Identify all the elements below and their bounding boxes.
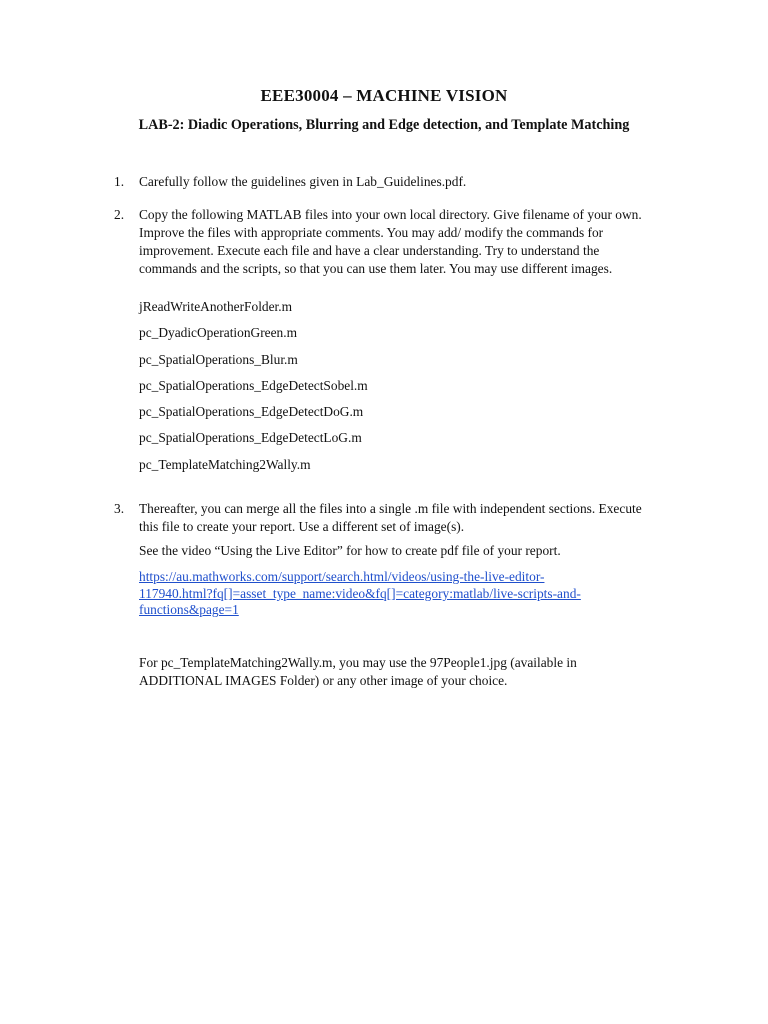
video-link[interactable] bbox=[139, 569, 684, 619]
list-item-text bbox=[139, 500, 684, 536]
list-item-text bbox=[139, 206, 684, 278]
video-link-line[interactable]: functions&page=1 bbox=[139, 602, 239, 618]
file-name: pc_SpatialOperations_EdgeDetectSobel.m bbox=[139, 377, 368, 393]
file-name: pc_SpatialOperations_Blur.m bbox=[139, 351, 298, 367]
list-number: 3. bbox=[114, 501, 125, 516]
text-line: Improve the files with appropriate comments. You may add/ modify the commands for bbox=[139, 225, 604, 240]
text-line: Thereafter, you can merge all the files into a single .m file with independent sections. Execute bbox=[139, 501, 642, 516]
video-link-line[interactable]: 117940.html?fq[]=asset_type_name:video&fq[]=category:matlab/live-scripts-and- bbox=[139, 585, 581, 601]
text-line: Copy the following MATLAB files into your own local directory. Give filename of your own. bbox=[139, 207, 642, 222]
video-note: See the video “Using the Live Editor” for how to create pdf file of your report. bbox=[139, 543, 561, 558]
text-line: For pc_TemplateMatching2Wally.m, you may use the 97People1.jpg (available in bbox=[139, 655, 577, 670]
text-line: ADDITIONAL IMAGES Folder) or any other image of your choice. bbox=[139, 673, 508, 688]
list-number: 2. bbox=[114, 207, 125, 222]
file-name: pc_SpatialOperations_EdgeDetectDoG.m bbox=[139, 404, 364, 420]
text-line: Carefully follow the guidelines given in Lab_Guidelines.pdf. bbox=[139, 174, 467, 189]
text-line: commands and the scripts, so that you can use them later. You may use different images. bbox=[139, 261, 613, 276]
video-link-line[interactable]: https://au.mathworks.com/support/search.html/videos/using-the-live-editor- bbox=[139, 569, 545, 584]
additional-images-note bbox=[139, 654, 684, 690]
file-name: pc_SpatialOperations_EdgeDetectLoG.m bbox=[139, 430, 362, 446]
matlab-file-list bbox=[139, 298, 368, 482]
file-name: pc_TemplateMatching2Wally.m bbox=[139, 456, 311, 472]
text-line: this file to create your report. Use a different set of image(s). bbox=[139, 519, 465, 534]
list-item-text bbox=[139, 173, 684, 191]
list-number: 1. bbox=[114, 174, 125, 189]
document-subtitle: LAB-2: Diadic Operations, Blurring and Edge detection, and Template Matching bbox=[138, 117, 630, 133]
file-name: pc_DyadicOperationGreen.m bbox=[139, 325, 298, 341]
file-name: jReadWriteAnotherFolder.m bbox=[139, 299, 293, 314]
text-line: improvement. Execute each file and have a clear understanding. Try to understand the bbox=[139, 243, 600, 258]
document-title: EEE30004 – MACHINE VISION bbox=[260, 86, 508, 105]
